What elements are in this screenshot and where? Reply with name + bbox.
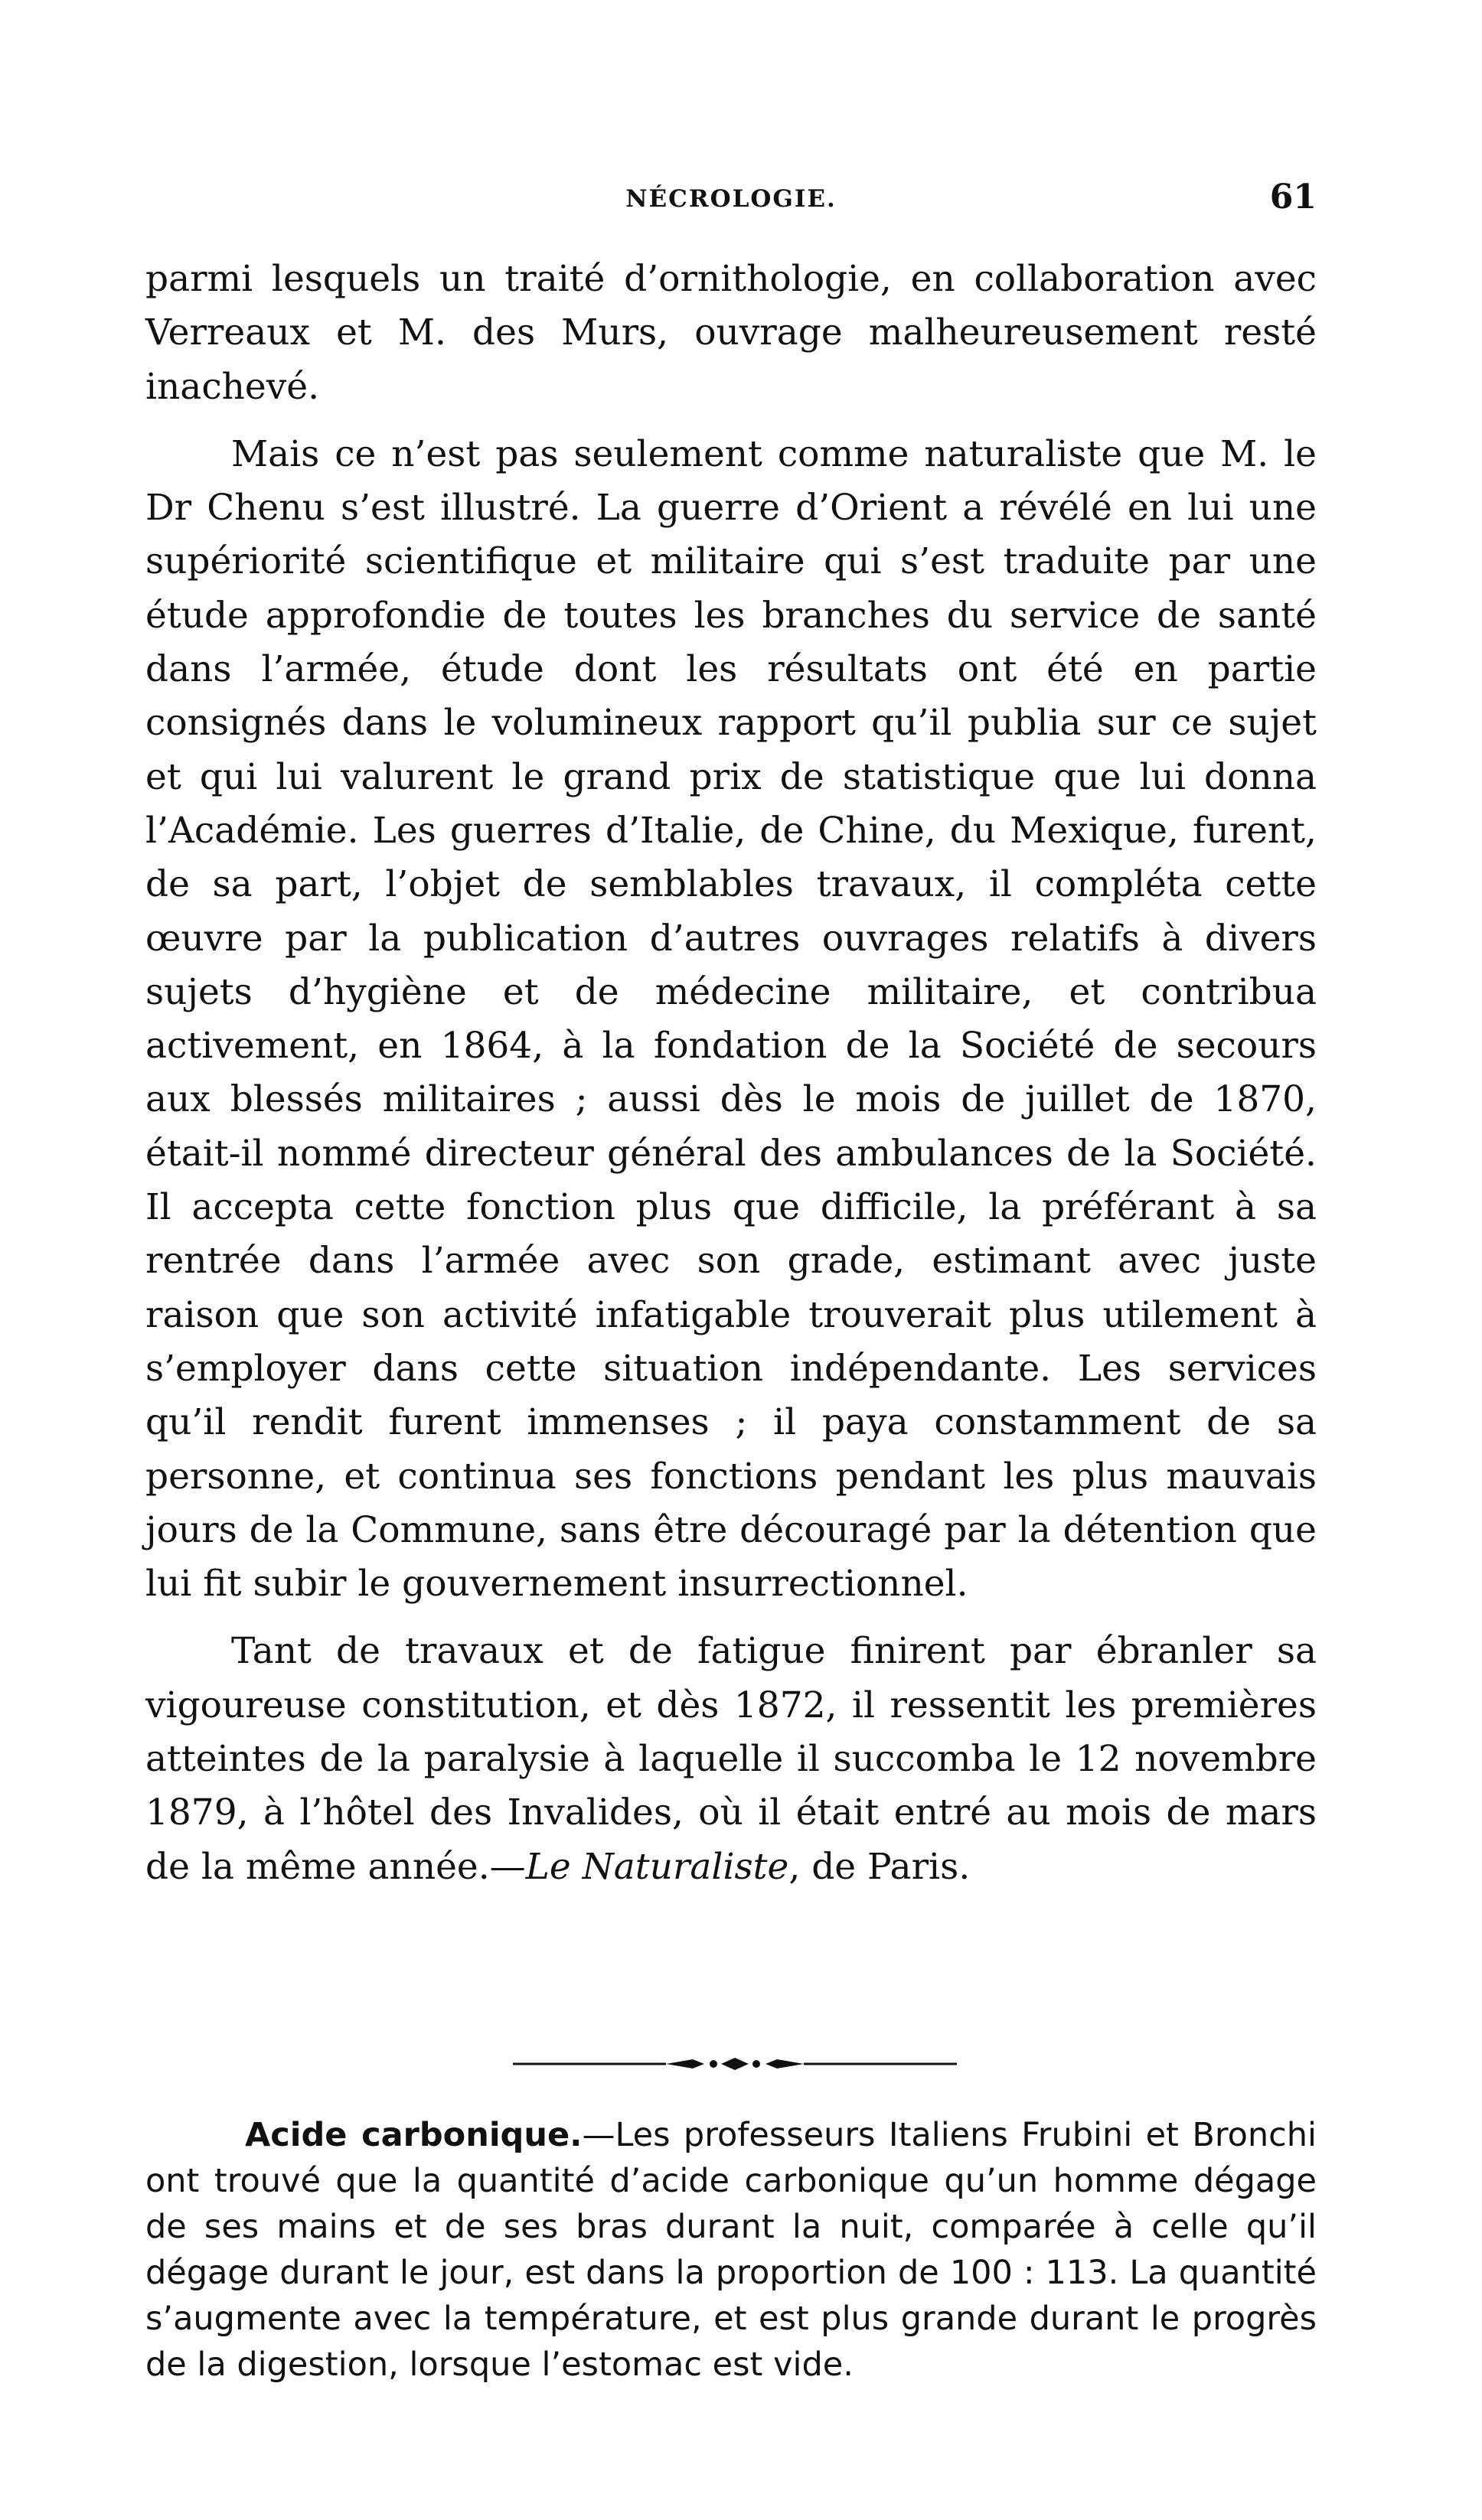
ornament-center-diamond xyxy=(721,2058,749,2070)
obituary-text xyxy=(145,253,1317,1894)
note-title: Acide carbonique. xyxy=(245,2116,583,2154)
paragraph-death xyxy=(145,1625,1317,1893)
paragraph-death-text: Tant de travaux et de fatigue finirent par ébranler sa vigoureuse constitution, et dès 1872, il ressentit les premières atteintes de la paralysie à laquelle il succomba le 12 novembre 1879, à l’hôtel des Invalides, où il était entré au mois de mars de la même année.— xyxy=(145,1630,1317,1888)
paragraph-career: Mais ce n’est pas seulement comme naturaliste que M. le Dr Chenu s’est illustré. La guerre d’Orient a révélé en lui une supériorité scientifique et militaire qui s’est traduite par une étude approfondie de toutes les branches du service de santé dans l’armée, étude dont les résultats ont été en partie consignés dans le volumineux rapport qu’il publia sur ce sujet et qui lui valurent le grand prix de statistique que lui donna l’Académie. Les guerres d’Italie, de Chine, du Mexique, furent, de sa part, l’objet de semblables travaux, il compléta cette œuvre par la publication d’autres ouvrages relatifs à divers sujets d’hygiène et de médecine militaire, et contribua activement, en 1864, à la fondation de la Société de secours aux blessés militaires ; aussi dès le mois de juillet de 1870, était-il nommé directeur général des ambulances de la Société. Il accepta cette fonction plus que difficile, la préférant à sa rentrée dans l’armée avec son grade, estimant avec juste raison que son activité infatigable trouverait plus utilement à s’employer dans cette situation indépendante. Les services qu’il rendit furent immenses ; il paya constamment de sa personne, et continua ses fonctions pendant les plus mauvais jours de la Commune, sans être découragé par la détention que lui fit subir le gouvernement insurrectionnel. xyxy=(145,432,1317,1606)
ornament-flourish-right xyxy=(765,2059,804,2068)
paragraph-continuation: parmi lesquels un traité d’ornithologie, en collaboration avec Verreaux et M. des Murs, ouvrage malheureusement resté inachevé. xyxy=(145,258,1317,408)
ornament-flourish-left xyxy=(666,2059,704,2068)
ornament-dot-right xyxy=(752,2060,760,2068)
note-paragraph xyxy=(145,2112,1317,2388)
page-header xyxy=(145,178,1317,223)
page-number: 61 xyxy=(1269,178,1317,217)
source-name: Le Naturaliste xyxy=(525,1845,789,1888)
ornament-dot-left xyxy=(710,2060,717,2068)
running-head: NÉCROLOGIE. xyxy=(625,185,837,213)
note-carbonic-acid xyxy=(145,2112,1317,2388)
section-divider-ornament xyxy=(513,2055,957,2073)
note-text: —Les professeurs Italiens Frubini et Bronchi ont trouvé que la quantité d’acide carbonique qu’un homme dégage de ses mains et de ses bras durant la nuit, comparée à celle qu’il dégage durant le jour, est dans la proportion de 100 : 113. La quantité s’augmente avec la température, et est plus grande durant le progrès de la digestion, lorsque l’estomac est vide. xyxy=(145,2116,1317,2384)
source-tail: , de Paris. xyxy=(788,1845,971,1888)
